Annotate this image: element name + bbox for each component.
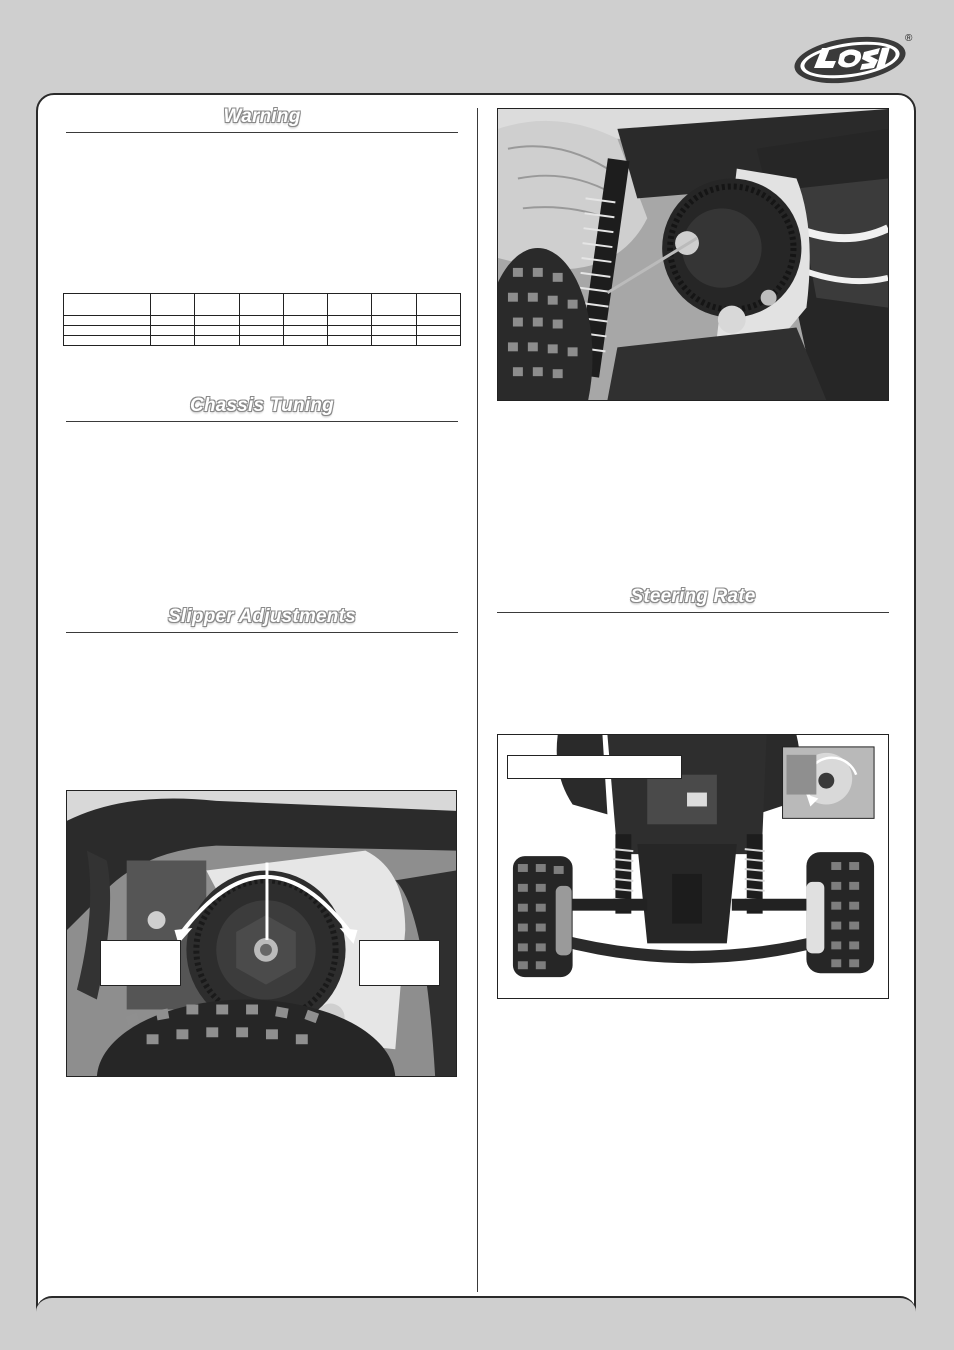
bottom-band — [36, 1296, 916, 1350]
slipper-adjustments-heading: Slipper Adjustments — [168, 606, 356, 627]
registered-mark: ® — [905, 33, 913, 44]
steering-rate-heading: Steering Rate — [630, 586, 756, 607]
chassis-tuning-rule — [66, 421, 458, 422]
chassis-tuning-heading: Chassis Tuning — [190, 395, 334, 416]
steering-rate-rule — [497, 612, 889, 613]
slipper-closeup-photo — [66, 790, 457, 1077]
slipper-callout-left — [100, 940, 181, 986]
column-divider — [477, 108, 478, 1292]
front-chassis-photo — [497, 734, 889, 999]
rear-hand-adjust-photo — [497, 108, 889, 401]
table-row — [64, 316, 461, 326]
warning-rule — [66, 132, 458, 133]
steering-callout — [507, 755, 682, 779]
slipper-callout-right — [359, 940, 440, 986]
table-row — [64, 336, 461, 346]
warning-heading: Warning — [223, 106, 301, 127]
spec-table — [63, 293, 461, 346]
table-row — [64, 326, 461, 336]
losi-logo — [792, 30, 920, 86]
slipper-adjustments-rule — [66, 632, 458, 633]
table-row — [64, 294, 461, 316]
